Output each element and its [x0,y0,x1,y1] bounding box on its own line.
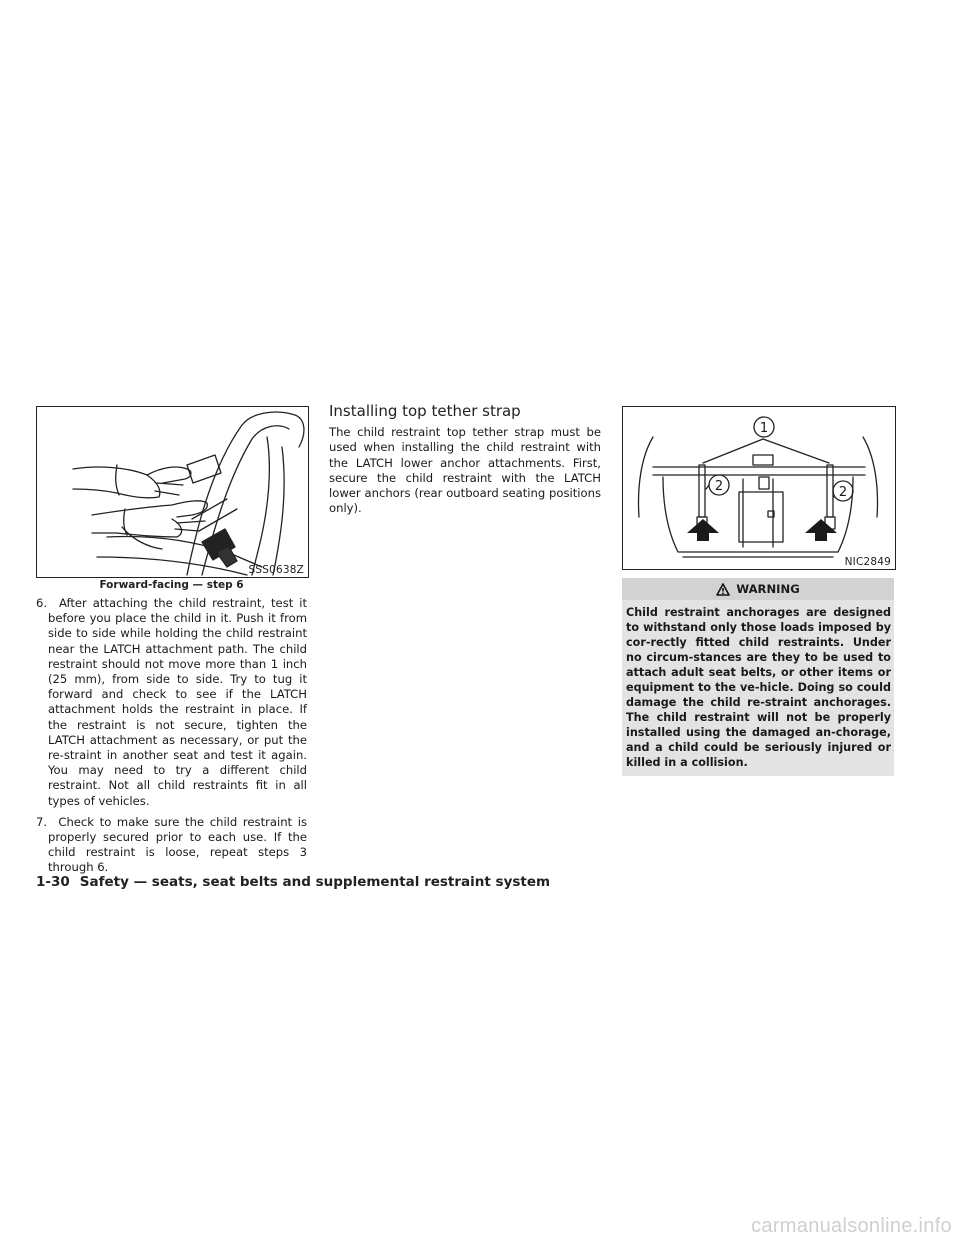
callout-2-left: 2 [714,479,724,494]
figure-code: SSS0638Z [248,564,304,576]
step-text: Check to make sure the child restraint is properly secured prior to each use. If the child restraint is loose, repeat steps 3 through 6. [48,814,307,875]
chapter-title: Safety — seats, seat belts and supplemental restraint system [79,874,551,890]
figure-code: NIC2849 [844,556,891,568]
figure-tether-anchors [622,406,896,570]
step-6 [36,596,307,809]
figure-forward-facing [36,406,309,578]
section-title: Installing top tether strap [329,402,521,420]
warning-icon [716,583,730,596]
warning-box [622,578,894,776]
callout-2-right: 2 [838,485,848,500]
section-body: The child restraint top tether strap must be used when installing the child restraint with the LATCH lower anchor attachments. First, secure the child restraint with the LATCH lower anchors (rear outboard seating positions only). [329,425,601,516]
step-number: 6. [36,596,48,610]
step-number: 7. [36,814,48,829]
warning-label: WARNING [736,582,800,596]
steps-column [36,596,307,882]
page-footer [36,874,550,890]
section-column [329,404,601,516]
callout-1: 1 [759,421,769,436]
child-seat-illustration [37,407,308,577]
watermark: carmanualsonline.info [751,1215,952,1237]
tether-anchor-illustration [623,407,895,569]
warning-text: Child restraint anchorages are designed to withstand only those loads imposed by cor-rectly fitted child restraints. Under no circum-stances are they to be used to attach adult seat belts, or other items or equipment to the ve-hicle. Doing so could damage the child re-straint anchorages. The child restraint will not be properly installed using the damaged an-chorage, and a child could be seriously injured or killed in a collision. [626,606,891,769]
figure-caption: Forward-facing — step 6 [99,579,244,591]
page-number: 1-30 [36,874,70,890]
step-7 [36,815,307,876]
step-text: After attaching the child restraint, test it before you place the child in it. Push it from side to side while holding the child restraint near the LATCH attachment path. The child restraint should not move more than 1 inch (25 mm), from side to side. Try to tug it forward and check to see if the LATCH attachment holds the restraint in place. If the restraint is not secure, tighten the LATCH attachment as necessary, or put the re-straint in another seat and test it again. You may need to try a different child restraint. Not all child restraints fit in all types of vehicles. [48,596,308,808]
warning-header [622,578,894,600]
